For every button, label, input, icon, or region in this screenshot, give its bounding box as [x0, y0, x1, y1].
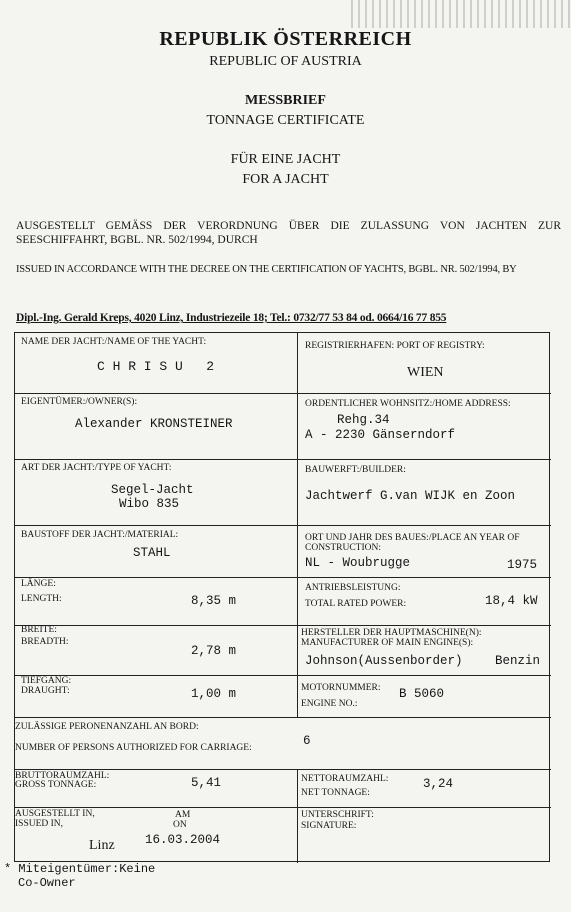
draught-label-2: DRAUGHT:: [21, 686, 70, 696]
signature-label-2: SIGNATURE:: [301, 821, 357, 831]
construction-place: NL - Woubrugge: [305, 556, 411, 570]
certificate-title-en: TONNAGE CERTIFICATE: [206, 113, 365, 128]
issuer-line: Dipl.-Ing. Gerald Kreps, 4020 Linz, Industriezeile 18; Tel.: 0732/77 53 84 od. 0664/16 77 855: [16, 312, 447, 324]
intro-de: AUSGESTELLT GEMÄSS DER VERORDNUNG ÜBER DIE ZULASSUNG VON JACHTEN ZUR SEESCHIFFAHRT, BGBL. NR. 502/1994, DURCH: [16, 220, 561, 246]
issued-label: AUSGESTELLT IN,: [15, 809, 95, 819]
breadth-value: 2,78 m: [191, 644, 237, 658]
yacht-name-label: NAME DER JACHT:/NAME OF THE YACHT:: [21, 337, 207, 347]
divider: [15, 577, 551, 578]
manufacturer-label: HERSTELLER DER HAUPTMASCHINE(N):: [301, 628, 482, 638]
footnote-line2: Co-Owner: [18, 876, 76, 890]
gross-label: BRUTTORAUMZAHL:: [15, 771, 110, 781]
engine-no-label: MOTORNUMMER:: [301, 683, 381, 693]
builder-label: BAUWERFT:/BUILDER:: [305, 465, 406, 475]
material-label: BAUSTOFF DER JACHT:/MATERIAL:: [21, 530, 179, 540]
divider: [15, 393, 551, 394]
divider: [15, 459, 551, 460]
issue-place: Linz: [89, 838, 115, 853]
on-label: ON: [173, 820, 187, 830]
address-line1: Rehg.34: [337, 413, 390, 427]
power-label: ANTRIEBSLEISTUNG:: [305, 583, 401, 593]
manufacturer-value: Johnson(Aussenborder): [305, 654, 463, 668]
certificate-title-de: MESSBRIEF: [245, 93, 326, 108]
length-label: LÄNGE:: [21, 579, 56, 589]
divider: [15, 525, 551, 526]
divider: [15, 625, 551, 626]
title-en: REPUBLIC OF AUSTRIA: [209, 54, 362, 69]
divider: [15, 807, 551, 808]
engine-no-label-2: ENGINE NO.:: [301, 699, 358, 709]
issue-date: 16.03.2004: [145, 833, 221, 847]
divider: [297, 333, 298, 717]
certificate-form: [14, 332, 550, 862]
persons-label: ZULÄSSIGE PERONENANZAHL AN BORD:: [15, 722, 199, 732]
footnote-line1: * Miteigentümer:Keine: [4, 862, 156, 876]
builder-value: Jachtwerf G.van WIJK en Zoon: [305, 489, 516, 503]
type-label: ART DER JACHT:/TYPE OF YACHT:: [21, 463, 172, 473]
type-line1: Segel-Jacht: [111, 483, 194, 497]
divider: [15, 675, 551, 676]
power-label-2: TOTAL RATED POWER:: [305, 599, 407, 609]
persons-value: 6: [303, 734, 311, 748]
for-yacht-de: FÜR EINE JACHT: [230, 152, 341, 167]
intro-en: ISSUED IN ACCORDANCE WITH THE DECREE ON THE CERTIFICATION OF YACHTS, BGBL. NR. 502/1994, BY: [16, 264, 517, 275]
net-label: NETTORAUMZAHL:: [301, 774, 389, 784]
owner-label: EIGENTÜMER:/OWNER(S):: [21, 397, 138, 407]
draught-value: 1,00 m: [191, 687, 237, 701]
address-label: ORDENTLICHER WOHNSITZ:/HOME ADDRESS:: [305, 399, 511, 409]
scan-noise: [351, 0, 571, 28]
owner-value: Alexander KRONSTEINER: [75, 417, 233, 431]
port-label: REGISTRIERHAFEN: PORT OF REGISTRY:: [305, 341, 485, 351]
gross-value: 5,41: [191, 776, 222, 790]
persons-label-2: NUMBER OF PERSONS AUTHORIZED FOR CARRIAGE:: [15, 743, 252, 753]
divider: [297, 769, 298, 863]
construction-label: ORT UND JAHR DES BAUES:/PLACE AN YEAR OF: [305, 533, 520, 543]
issued-label-2: ISSUED IN,: [15, 819, 64, 829]
divider: [15, 769, 551, 770]
construction-label-2: CONSTRUCTION:: [305, 543, 382, 553]
fuel-value: Benzin: [495, 654, 541, 668]
address-line2: A - 2230 Gänserndorf: [305, 428, 456, 442]
power-value: 18,4 kW: [485, 594, 538, 608]
type-line2: Wibo 835: [119, 497, 180, 511]
net-label-2: NET TONNAGE:: [301, 788, 370, 798]
breadth-label-2: BREADTH:: [21, 637, 69, 647]
net-value: 3,24: [423, 777, 454, 791]
length-label-2: LENGTH:: [21, 594, 62, 604]
manufacturer-label-2: MANUFACTURER OF MAIN ENGINE(S):: [301, 638, 474, 648]
signature-label: UNTERSCHRIFT:: [301, 810, 374, 820]
engine-no-value: B 5060: [399, 687, 445, 701]
draught-label: TIEFGANG:: [21, 676, 72, 686]
for-yacht-en: FOR A JACHT: [242, 172, 329, 187]
title-de: REPUBLIK ÖSTERREICH: [159, 28, 412, 50]
construction-year: 1975: [507, 558, 538, 572]
breadth-label: BREITE:: [21, 625, 57, 635]
length-value: 8,35 m: [191, 594, 237, 608]
material-value: STAHL: [133, 546, 171, 560]
yacht-name-value: C H R I S U 2: [97, 359, 215, 374]
gross-label-2: GROSS TONNAGE:: [15, 780, 97, 790]
divider: [15, 717, 551, 718]
port-value: WIEN: [407, 365, 444, 380]
am-label: AM: [175, 810, 191, 820]
